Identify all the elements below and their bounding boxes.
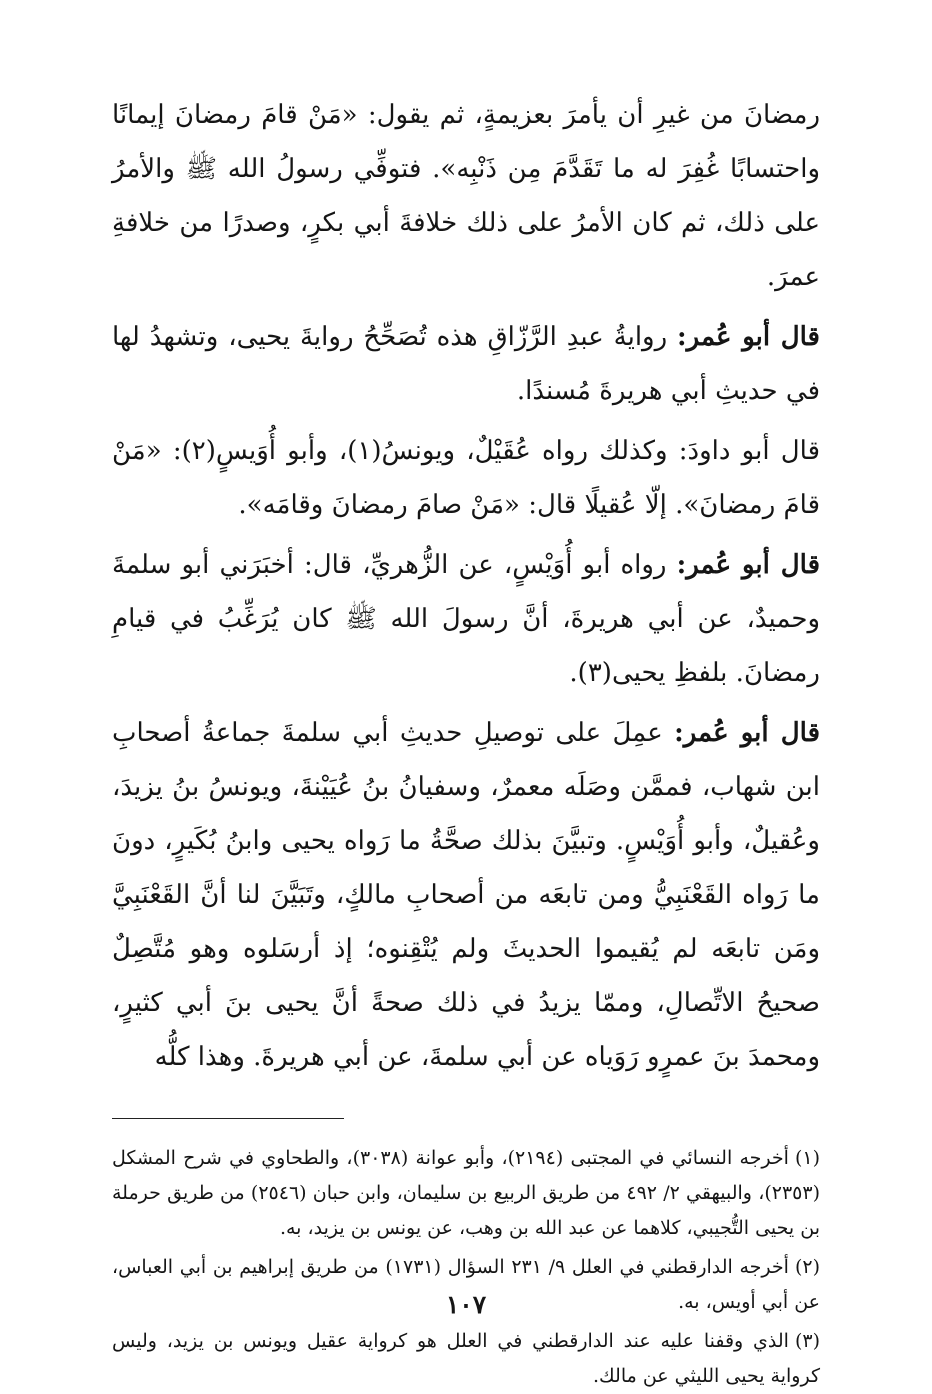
paragraph-5-speaker: قال أبو عُمر:: [674, 718, 820, 748]
paragraph-4: [112, 538, 820, 700]
paragraph-1: [112, 88, 820, 304]
paragraph-3-text: قال أبو داودَ: وكذلك رواه عُقَيْلٌ، ويونسُ(١)، وأبو أُوَيسٍ(٢): «مَنْ قامَ رمضانَ». إلّا عُقيلًا قال: «مَنْ صامَ رمضانَ وقامَه».: [112, 436, 820, 520]
paragraph-5: [112, 706, 820, 1084]
paragraph-4-speaker: قال أبو عُمر:: [676, 550, 820, 580]
footnote-3: [112, 1324, 820, 1394]
paragraph-2: [112, 310, 820, 418]
main-text: [112, 88, 820, 1084]
footnote-2-text: أخرجه الدارقطني في العلل ٩/ ٢٣١ السؤال (١٧٣١) من طريق إبراهيم بن أبي العباس، عن أبي أويس، به.: [112, 1256, 820, 1313]
page-number: ١٠٧: [445, 1290, 487, 1319]
footnote-3-text: الذي وقفنا عليه عند الدارقطني في العلل هو كرواية عقيل ويونس بن يزيد، وليس كرواية يحيى الليثي عن مالك.: [112, 1330, 820, 1387]
paragraph-2-text: روايةُ عبدِ الرَّزّاقِ هذه تُصَحِّحُ روايةَ يحيى، وتشهدُ لها في حديثِ أبي هريرةَ مُسندًا.: [112, 322, 820, 406]
paragraph-4-text: رواه أبو أُوَيْسٍ، عن الزُّهريِّ، قال: أخبَرَني أبو سلمةَ وحميدٌ، عن أبي هريرةَ، أنَّ رسولَ الله ﷺ كان يُرَغِّبُ في قيامِ رمضانَ. بلفظِ يحيى(٣).: [112, 550, 820, 688]
footnote-1-number: (١): [794, 1147, 820, 1169]
footnote-2-number: (٢): [794, 1256, 820, 1278]
footnote-1: [112, 1141, 820, 1246]
footnotes: [112, 1141, 820, 1394]
footnote-3-number: (٣): [794, 1330, 820, 1352]
paragraph-5-text: عمِلَ على توصيلِ حديثِ أبي سلمةَ جماعةُ أصحابِ ابن شهاب، فممَّن وصَلَه معمرٌ، وسفيانُ بنُ عُيَيْنةَ، ويونسُ بنُ يزيدَ، وعُقيلٌ، وأبو أُوَيْسٍ. وتبيَّنَ بذلك صحَّةُ ما رَواه يحيى وابنُ بُكَيرٍ، دونَ ما رَواه القَعْنَبِيُّ ومن تابعَه من أصحابِ مالكٍ، وتَبَيَّنَ لنا أنَّ القَعْنَبِيَّ ومَن تابعَه لم يُقيموا الحديثَ ولم يُتْقِنوه؛ إذ أرسَلوه وهو مُتَّصِلٌ صحيحُ الاتِّصالِ، وممّا يزيدُ في ذلك صحةً أنَّ يحيى بنَ أبي كثيرٍ، ومحمدَ بنَ عمرٍو رَوَياه عن أبي سلمةَ، عن أبي هريرةَ. وهذا كلُّه: [112, 718, 820, 1072]
footnote-1-text: أخرجه النسائي في المجتبى (٢١٩٤)، وأبو عوانة (٣٠٣٨)، والطحاوي في شرح المشكل (٢٣٥٣)، والبيهقي ٢/ ٤٩٢ من طريق الربيع بن سليمان، وابن حبان (٢٥٤٦) من طريق حرملة بن يحيى التُّجيبي، كلاهما عن عبد الله بن وهب، عن يونس بن يزيد، به.: [112, 1147, 820, 1239]
paragraph-3: [112, 424, 820, 532]
paragraph-1-text: رمضانَ من غيرِ أن يأمرَ بعزيمةٍ، ثم يقول: «مَنْ قامَ رمضانَ إيمانًا واحتسابًا غُفِرَ له ما تَقَدَّمَ مِن ذَنْبِه». فتوفِّي رسولُ الله ﷺ والأمرُ على ذلك، ثم كان الأمرُ على ذلك خلافةَ أبي بكرٍ، وصدرًا من خلافةِ عمرَ.: [112, 100, 820, 292]
footnote-separator: [112, 1118, 344, 1119]
paragraph-2-speaker: قال أبو عُمر:: [677, 322, 820, 352]
